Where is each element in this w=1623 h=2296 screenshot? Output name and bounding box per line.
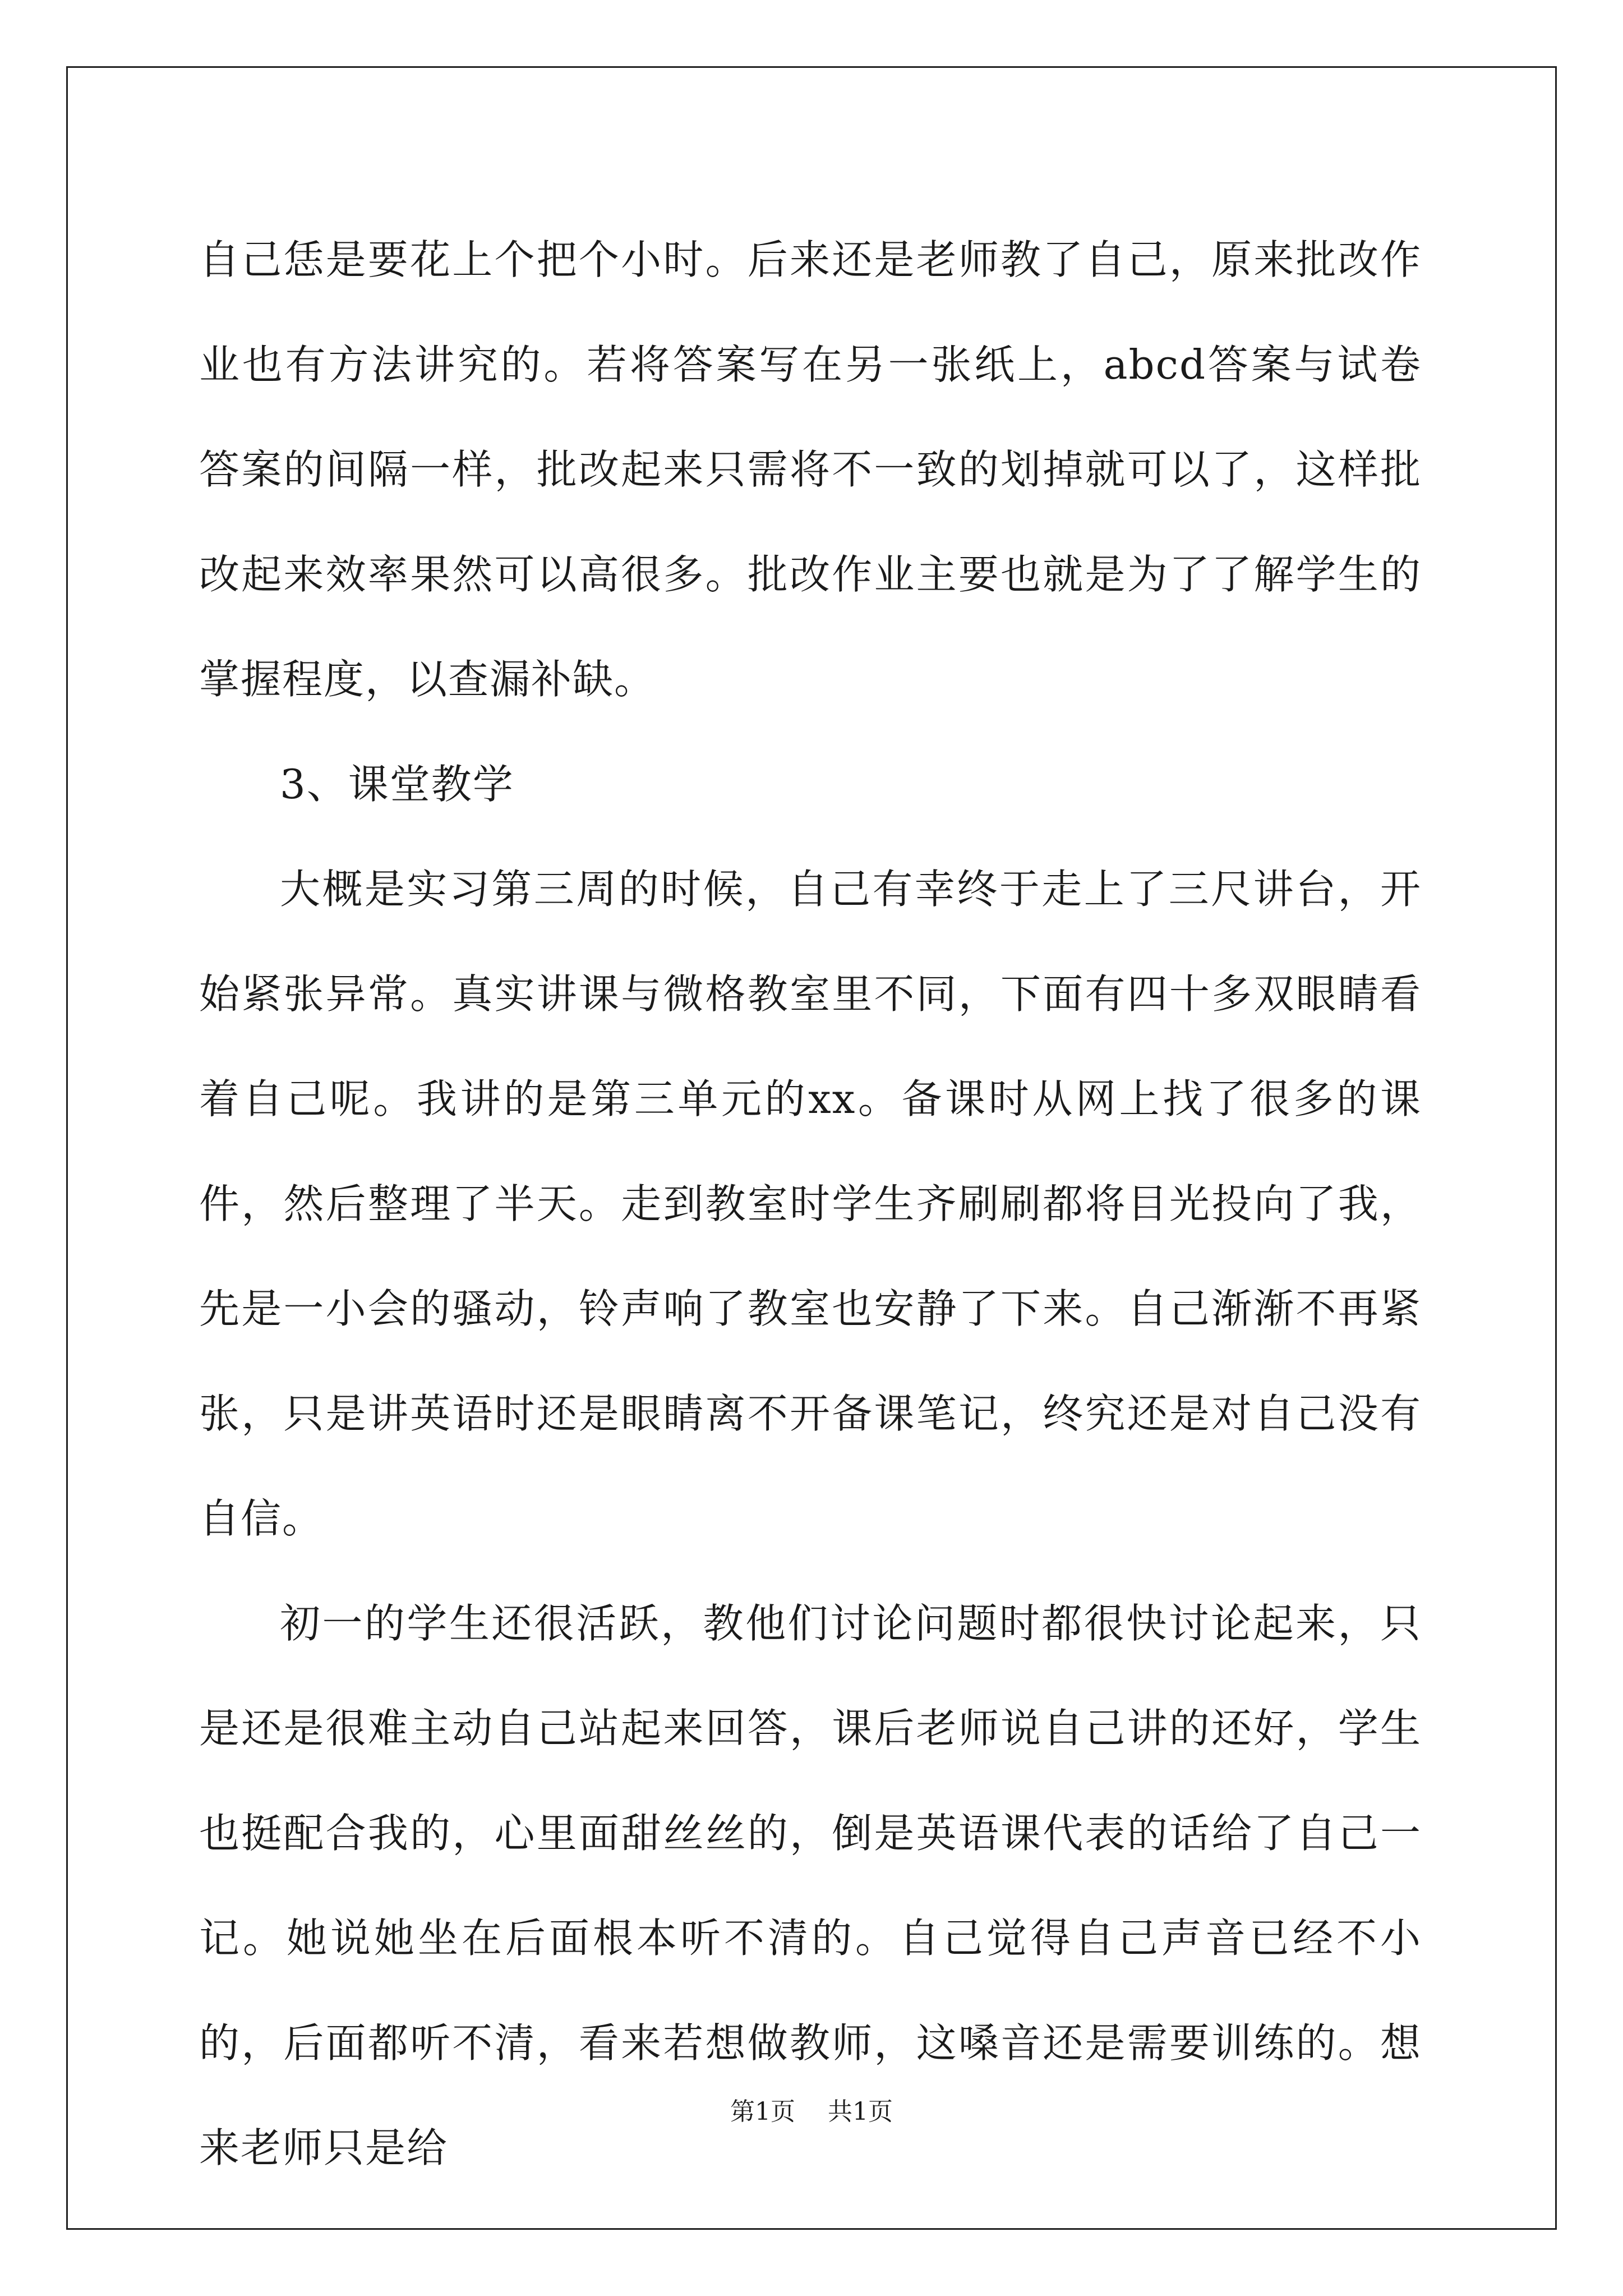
document-body [199,208,1422,2201]
section-heading-classroom-teaching: 3、课堂教学 [280,761,514,808]
paragraph-first-lesson: 大概是实习第三周的时候，自己有幸终于走上了三尺讲台，开始紧张异常。真实讲课与微格教室里不同，下面有四十多双眼睛看着自己呢。我讲的是第三单元的xx。备课时从网上找了很多的课件，然后整理了半天。走到教室时学生齐刷刷都将目光投向了我，先是一小会的骚动，铃声响了教室也安静了下来。自己渐渐不再紧张，只是讲英语时还是眼睛离不开备课笔记，终究还是对自己没有自信。 [199,866,1422,1542]
page-total: 共1页 [828,2097,893,2126]
page-footer [0,2095,1623,2129]
paragraph-grading-method: 自己恁是要花上个把个小时。后来还是老师教了自己，原来批改作业也有方法讲究的。若将答案写在另一张纸上，abcd答案与试卷答案的间隔一样，批改起来只需将不一致的划掉就可以了，这样批改起来效率果然可以高很多。批改作业主要也就是为了了解学生的掌握程度，以查漏补缺。 [199,236,1422,703]
paragraph-student-feedback: 初一的学生还很活跃，教他们讨论问题时都很快讨论起来，只是还是很难主动自己站起来回答，课后老师说自己讲的还好，学生也挺配合我的，心里面甜丝丝的，倒是英语课代表的话给了自己一记。她说她坐在后面根本听不清的。自己觉得自己声音已经不小的，后面都听不清，看来若想做教师，这嗓音还是需要训练的。想来老师只是给 [199,1600,1422,2171]
page-number: 第1页 [730,2097,795,2126]
